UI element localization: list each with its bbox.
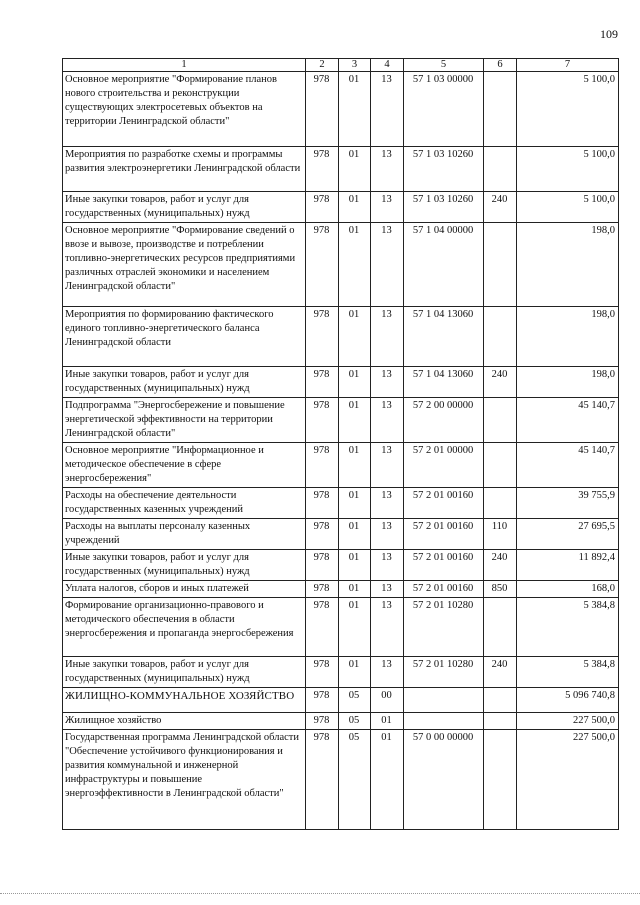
admin-code-cell: 978	[306, 398, 339, 443]
amount-cell: 5 100,0	[517, 72, 619, 147]
section-code-cell: 01	[339, 443, 371, 488]
section-code-cell: 01	[339, 398, 371, 443]
subsection-code-cell: 00	[371, 688, 404, 713]
section-code-cell: 01	[339, 598, 371, 657]
subsection-code-cell: 13	[371, 72, 404, 147]
row-name-cell: Иные закупки товаров, работ и услуг для государственных (муниципальных) нужд	[63, 657, 306, 688]
amount-cell: 227 500,0	[517, 730, 619, 830]
table-row	[63, 192, 619, 223]
expense-kind-cell	[484, 307, 517, 367]
expense-kind-cell	[484, 443, 517, 488]
amount-cell: 198,0	[517, 223, 619, 307]
amount-cell: 39 755,9	[517, 488, 619, 519]
section-code-cell: 01	[339, 550, 371, 581]
row-name-cell: Расходы на выплаты персоналу казенных учреждений	[63, 519, 306, 550]
subsection-code-cell: 13	[371, 192, 404, 223]
subsection-code-cell: 13	[371, 367, 404, 398]
amount-cell: 45 140,7	[517, 398, 619, 443]
expense-kind-cell: 110	[484, 519, 517, 550]
subsection-code-cell: 13	[371, 519, 404, 550]
section-code-cell: 01	[339, 72, 371, 147]
section-code-cell: 01	[339, 367, 371, 398]
row-name-cell: Формирование организационно-правового и методического обеспечения в области энергосбережения и пропаганда энергосбережения	[63, 598, 306, 657]
target-article-cell: 57 2 01 00160	[404, 488, 484, 519]
expense-kind-cell	[484, 730, 517, 830]
subsection-code-cell: 13	[371, 443, 404, 488]
scan-edge-divider	[0, 893, 640, 895]
amount-cell: 227 500,0	[517, 713, 619, 730]
section-code-cell: 01	[339, 657, 371, 688]
table-row	[63, 688, 619, 713]
section-code-cell: 01	[339, 581, 371, 598]
admin-code-cell: 978	[306, 192, 339, 223]
expense-kind-cell	[484, 72, 517, 147]
page-number: 109	[600, 27, 618, 41]
amount-cell: 11 892,4	[517, 550, 619, 581]
row-name-cell: Уплата налогов, сборов и иных платежей	[63, 581, 306, 598]
expense-kind-cell: 240	[484, 657, 517, 688]
admin-code-cell: 978	[306, 72, 339, 147]
admin-code-cell: 978	[306, 307, 339, 367]
table-row	[63, 307, 619, 367]
row-name-cell: Основное мероприятие "Информационное и методическое обеспечение в сфере энергосбережения"	[63, 443, 306, 488]
expense-kind-cell	[484, 398, 517, 443]
column-header: 6	[484, 59, 517, 72]
column-header: 4	[371, 59, 404, 72]
row-name-cell: Жилищное хозяйство	[63, 713, 306, 730]
section-code-cell: 01	[339, 192, 371, 223]
amount-cell: 198,0	[517, 367, 619, 398]
subsection-code-cell: 13	[371, 488, 404, 519]
row-name-cell: Иные закупки товаров, работ и услуг для государственных (муниципальных) нужд	[63, 550, 306, 581]
admin-code-cell: 978	[306, 519, 339, 550]
subsection-code-cell: 13	[371, 398, 404, 443]
expense-kind-cell	[484, 598, 517, 657]
table-row	[63, 398, 619, 443]
expense-kind-cell: 240	[484, 550, 517, 581]
amount-cell: 5 100,0	[517, 147, 619, 192]
row-name-cell: ЖИЛИЩНО-КОММУНАЛЬНОЕ ХОЗЯЙСТВО	[63, 688, 306, 713]
table-header-row	[63, 59, 619, 72]
admin-code-cell: 978	[306, 688, 339, 713]
table-row	[63, 713, 619, 730]
row-name-cell: Государственная программа Ленинградской области "Обеспечение устойчивого функционирования и развития коммунальной и инженерной инфраструктуры и повышение энергоэффективности в Ленинградской области"	[63, 730, 306, 830]
target-article-cell: 57 1 04 13060	[404, 367, 484, 398]
admin-code-cell: 978	[306, 598, 339, 657]
target-article-cell: 57 2 01 10280	[404, 598, 484, 657]
expense-kind-cell	[484, 223, 517, 307]
expense-kind-cell: 240	[484, 367, 517, 398]
subsection-code-cell: 13	[371, 657, 404, 688]
target-article-cell	[404, 713, 484, 730]
table-row	[63, 488, 619, 519]
target-article-cell: 57 1 04 00000	[404, 223, 484, 307]
expense-kind-cell	[484, 147, 517, 192]
section-code-cell: 01	[339, 147, 371, 192]
row-name-cell: Основное мероприятие "Формирование планов нового строительства и реконструкции существующих электросетевых объектов на территории Ленинградской области"	[63, 72, 306, 147]
column-header: 1	[63, 59, 306, 72]
amount-cell: 5 100,0	[517, 192, 619, 223]
amount-cell: 5 096 740,8	[517, 688, 619, 713]
subsection-code-cell: 01	[371, 713, 404, 730]
admin-code-cell: 978	[306, 550, 339, 581]
budget-table	[62, 58, 619, 830]
admin-code-cell: 978	[306, 657, 339, 688]
amount-cell: 45 140,7	[517, 443, 619, 488]
target-article-cell: 57 1 04 13060	[404, 307, 484, 367]
table-row	[63, 519, 619, 550]
expense-kind-cell: 240	[484, 192, 517, 223]
table-row	[63, 730, 619, 830]
amount-cell: 27 695,5	[517, 519, 619, 550]
table-row	[63, 443, 619, 488]
column-header: 5	[404, 59, 484, 72]
amount-cell: 5 384,8	[517, 598, 619, 657]
section-code-cell: 05	[339, 713, 371, 730]
subsection-code-cell: 13	[371, 550, 404, 581]
target-article-cell: 57 2 01 00160	[404, 519, 484, 550]
section-code-cell: 01	[339, 488, 371, 519]
target-article-cell: 57 0 00 00000	[404, 730, 484, 830]
amount-cell: 5 384,8	[517, 657, 619, 688]
expense-kind-cell: 850	[484, 581, 517, 598]
subsection-code-cell: 13	[371, 147, 404, 192]
admin-code-cell: 978	[306, 443, 339, 488]
column-header: 7	[517, 59, 619, 72]
row-name-cell: Мероприятия по формированию фактического единого топливно-энергетического баланса Ленинградской области	[63, 307, 306, 367]
table-row	[63, 581, 619, 598]
row-name-cell: Иные закупки товаров, работ и услуг для государственных (муниципальных) нужд	[63, 367, 306, 398]
table-row	[63, 223, 619, 307]
row-name-cell: Основное мероприятие "Формирование сведений о ввозе и вывозе, производстве и потреблении топливно-энергетических ресурсов предприятиями различных отраслей экономики и населением Ленинградской области"	[63, 223, 306, 307]
subsection-code-cell: 13	[371, 581, 404, 598]
target-article-cell: 57 1 03 00000	[404, 72, 484, 147]
admin-code-cell: 978	[306, 581, 339, 598]
row-name-cell: Подпрограмма "Энергосбережение и повышение энергетической эффективности на территории Ленинградской области"	[63, 398, 306, 443]
admin-code-cell: 978	[306, 713, 339, 730]
subsection-code-cell: 13	[371, 307, 404, 367]
target-article-cell: 57 2 01 00160	[404, 550, 484, 581]
section-code-cell: 05	[339, 730, 371, 830]
amount-cell: 198,0	[517, 307, 619, 367]
target-article-cell	[404, 688, 484, 713]
section-code-cell: 05	[339, 688, 371, 713]
admin-code-cell: 978	[306, 223, 339, 307]
table-row	[63, 147, 619, 192]
expense-kind-cell	[484, 688, 517, 713]
section-code-cell: 01	[339, 307, 371, 367]
subsection-code-cell: 13	[371, 223, 404, 307]
row-name-cell: Иные закупки товаров, работ и услуг для государственных (муниципальных) нужд	[63, 192, 306, 223]
admin-code-cell: 978	[306, 488, 339, 519]
target-article-cell: 57 1 03 10260	[404, 192, 484, 223]
target-article-cell: 57 2 01 00160	[404, 581, 484, 598]
table-row	[63, 598, 619, 657]
target-article-cell: 57 2 00 00000	[404, 398, 484, 443]
admin-code-cell: 978	[306, 147, 339, 192]
expense-kind-cell	[484, 713, 517, 730]
row-name-cell: Расходы на обеспечение деятельности государственных казенных учреждений	[63, 488, 306, 519]
amount-cell: 168,0	[517, 581, 619, 598]
table-row	[63, 367, 619, 398]
admin-code-cell: 978	[306, 367, 339, 398]
subsection-code-cell: 01	[371, 730, 404, 830]
table-row	[63, 550, 619, 581]
target-article-cell: 57 1 03 10260	[404, 147, 484, 192]
target-article-cell: 57 2 01 00000	[404, 443, 484, 488]
admin-code-cell: 978	[306, 730, 339, 830]
table-row	[63, 72, 619, 147]
column-header: 2	[306, 59, 339, 72]
subsection-code-cell: 13	[371, 598, 404, 657]
target-article-cell: 57 2 01 10280	[404, 657, 484, 688]
row-name-cell: Мероприятия по разработке схемы и программы развития электроэнергетики Ленинградской области	[63, 147, 306, 192]
column-header: 3	[339, 59, 371, 72]
expense-kind-cell	[484, 488, 517, 519]
section-code-cell: 01	[339, 519, 371, 550]
table-row	[63, 657, 619, 688]
section-code-cell: 01	[339, 223, 371, 307]
